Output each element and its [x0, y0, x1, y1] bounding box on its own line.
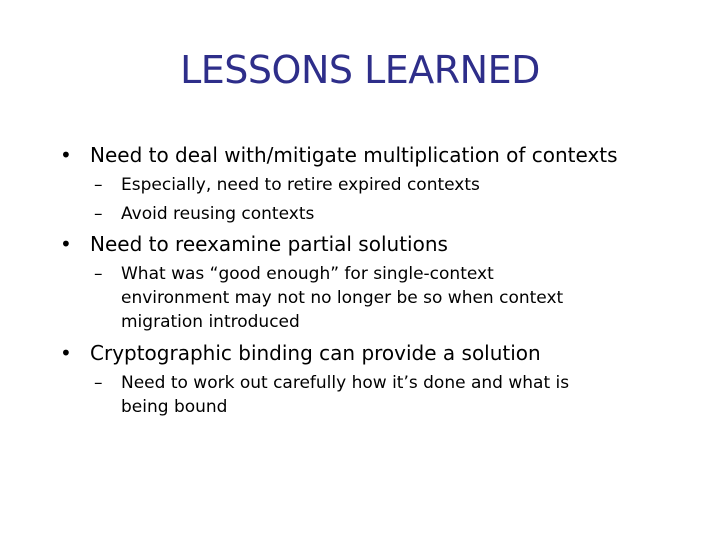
- bullet-2-sub-1-line-1: What was “good enough” for single-context: [121, 264, 494, 284]
- sub-bullet-marker: –: [94, 175, 103, 195]
- bullet-3-text: Cryptographic binding can provide a solution: [90, 341, 541, 365]
- sub-bullet-marker: –: [94, 264, 103, 284]
- bullet-2-sub-1-line-3: migration introduced: [121, 312, 300, 332]
- bullet-3-sub-1-line-2: being bound: [121, 397, 228, 417]
- bullet-marker: •: [60, 341, 72, 365]
- sub-bullet-marker: –: [94, 204, 103, 224]
- bullet-marker: •: [60, 143, 72, 167]
- bullet-1-sub-1-text: Especially, need to retire expired contexts: [121, 175, 480, 195]
- bullet-3-sub-1-line-1: Need to work out carefully how it’s done and what is: [121, 373, 570, 393]
- bullet-1-sub-2-text: Avoid reusing contexts: [121, 204, 315, 224]
- slide-title: LESSONS LEARNED: [180, 48, 540, 92]
- bullet-2-sub-1-line-2: environment may not no longer be so when context: [121, 288, 564, 308]
- bullet-2-text: Need to reexamine partial solutions: [90, 232, 448, 256]
- sub-bullet-marker: –: [94, 373, 103, 393]
- bullet-1-text: Need to deal with/mitigate multiplication of contexts: [90, 143, 618, 167]
- bullet-marker: •: [60, 232, 72, 256]
